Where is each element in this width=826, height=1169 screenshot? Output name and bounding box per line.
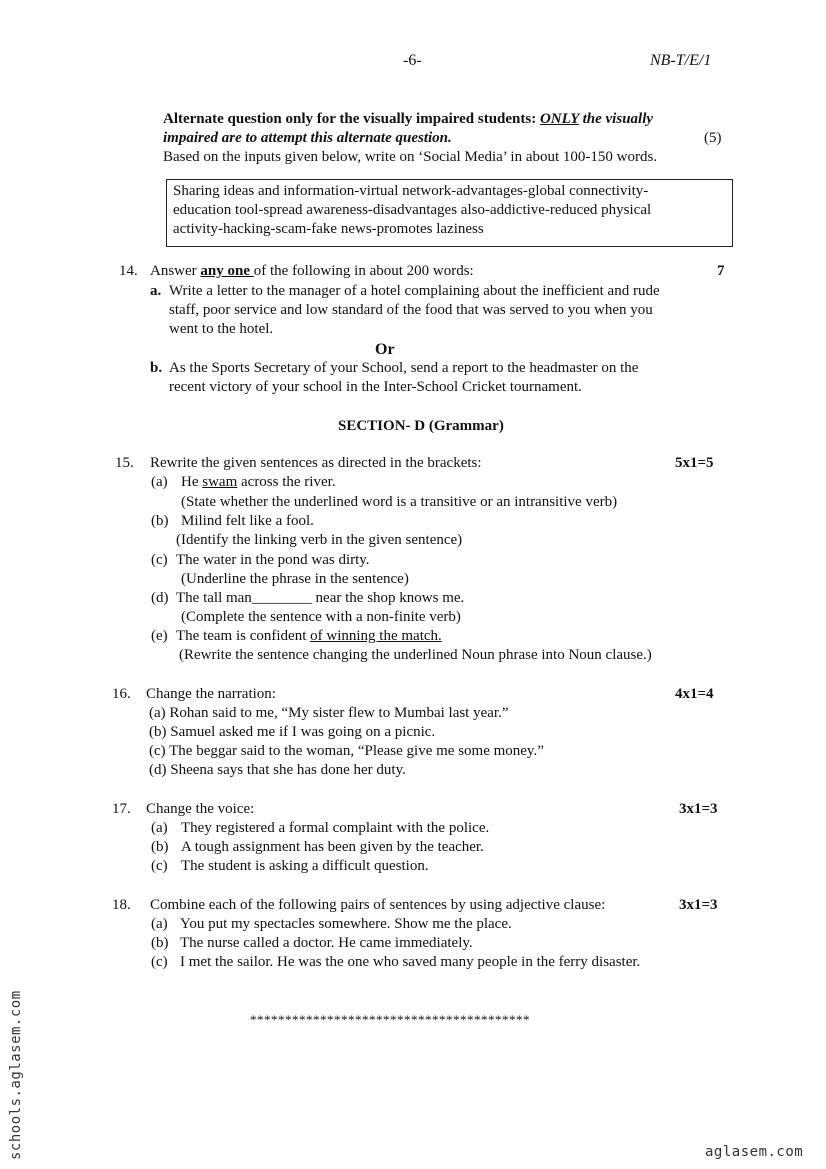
q15-c-label: (c): [151, 552, 168, 568]
q15-b-label: (b): [151, 513, 169, 529]
end-of-paper-stars: ****************************************: [250, 1012, 530, 1027]
section-d-heading: SECTION- D (Grammar): [338, 418, 504, 434]
q15-e-note: (Rewrite the sentence changing the underlined Noun phrase into Noun clause.): [179, 647, 652, 663]
q15-number: 15.: [115, 455, 134, 471]
q18-item: I met the sailor. He was the one who saved many people in the ferry disaster.: [180, 954, 641, 970]
q14-or: Or: [375, 341, 395, 358]
q15-e-text: The team is confident of winning the match.: [176, 628, 442, 644]
q17-number: 17.: [112, 801, 131, 817]
inputs-line: education tool-spread awareness-disadvantages also-addictive-reduced physical: [173, 202, 652, 218]
q14-b-label: b.: [150, 360, 163, 376]
q16-item: (a) Rohan said to me, “My sister flew to Mumbai last year.”: [149, 705, 509, 721]
q17-label: (b): [151, 839, 169, 855]
q15-b-text: Milind felt like a fool.: [181, 513, 314, 529]
q18-item: The nurse called a doctor. He came immediately.: [180, 935, 473, 951]
side-watermark: schools.aglasem.com: [8, 990, 24, 1160]
q14-marks: 7: [717, 263, 725, 279]
q14-b-line: recent victory of your school in the Inter-School Cricket tournament.: [169, 379, 582, 395]
q14-b-line: As the Sports Secretary of your School, send a report to the headmaster on the: [169, 360, 639, 376]
q17-marks: 3x1=3: [679, 801, 718, 817]
q18-label: (a): [151, 916, 168, 932]
q14-a-line: went to the hotel.: [169, 321, 274, 337]
q14-a-line: Write a letter to the manager of a hotel complaining about the inefficient and rude: [169, 283, 660, 299]
q16-item: (c) The beggar said to the woman, “Please give me some money.”: [149, 743, 544, 759]
q14-number: 14.: [119, 263, 138, 279]
q18-title: Combine each of the following pairs of sentences by using adjective clause:: [150, 897, 606, 913]
q14-title: Answer any one of the following in about 200 words:: [150, 263, 474, 279]
bottom-watermark: aglasem.com: [705, 1144, 804, 1160]
q16-number: 16.: [112, 686, 131, 702]
any-one-emphasis: any one: [200, 263, 254, 279]
q18-label: (c): [151, 954, 168, 970]
q16-item: (b) Samuel asked me if I was going on a picnic.: [149, 724, 436, 740]
alt-question-marks: (5): [704, 130, 722, 146]
q17-label: (c): [151, 858, 168, 874]
inputs-line: Sharing ideas and information-virtual network-advantages-global connectivity-: [173, 183, 649, 199]
q14-a-label: a.: [150, 283, 162, 299]
only-emphasis: ONLY: [539, 111, 579, 127]
q16-title: Change the narration:: [146, 686, 276, 702]
alt-question-instruction: Based on the inputs given below, write on ‘Social Media’ in about 100-150 words.: [163, 149, 658, 165]
q15-a-text: He swam across the river.: [181, 474, 336, 490]
q18-number: 18.: [112, 897, 131, 913]
q14-a-line: staff, poor service and low standard of the food that was served to you when you: [169, 302, 653, 318]
q15-a-label: (a): [151, 474, 168, 490]
q15-c-text: The water in the pond was dirty.: [176, 552, 370, 568]
q17-item: The student is asking a difficult question.: [181, 858, 429, 874]
q16-marks: 4x1=4: [675, 686, 714, 702]
q15-d-note: (Complete the sentence with a non-finite verb): [181, 609, 461, 625]
q15-title: Rewrite the given sentences as directed in the brackets:: [150, 455, 482, 471]
q18-item: You put my spectacles somewhere. Show me the place.: [180, 916, 512, 932]
page-number: -6-: [403, 52, 422, 69]
inputs-line: activity-hacking-scam-fake news-promotes laziness: [173, 221, 484, 237]
q15-a-note: (State whether the underlined word is a transitive or an intransitive verb): [181, 494, 618, 510]
q16-item: (d) Sheena says that she has done her duty.: [149, 762, 406, 778]
paper-code: NB-T/E/1: [650, 52, 712, 69]
q18-marks: 3x1=3: [679, 897, 718, 913]
alt-question-line1: Alternate question only for the visually impaired students: ONLY the visually: [163, 111, 654, 127]
q17-item: They registered a formal complaint with the police.: [181, 820, 490, 836]
q15-b-note: (Identify the linking verb in the given sentence): [176, 532, 463, 548]
q17-title: Change the voice:: [146, 801, 255, 817]
q15-marks: 5x1=5: [675, 455, 714, 471]
q15-d-label: (d): [151, 590, 169, 606]
q18-label: (b): [151, 935, 169, 951]
q17-label: (a): [151, 820, 168, 836]
q15-e-label: (e): [151, 628, 168, 644]
q15-d-text: The tall man________ near the shop knows me.: [176, 590, 465, 606]
alt-question-line2: impaired are to attempt this alternate question.: [163, 130, 452, 146]
q15-c-note: (Underline the phrase in the sentence): [181, 571, 409, 587]
q17-item: A tough assignment has been given by the teacher.: [181, 839, 484, 855]
